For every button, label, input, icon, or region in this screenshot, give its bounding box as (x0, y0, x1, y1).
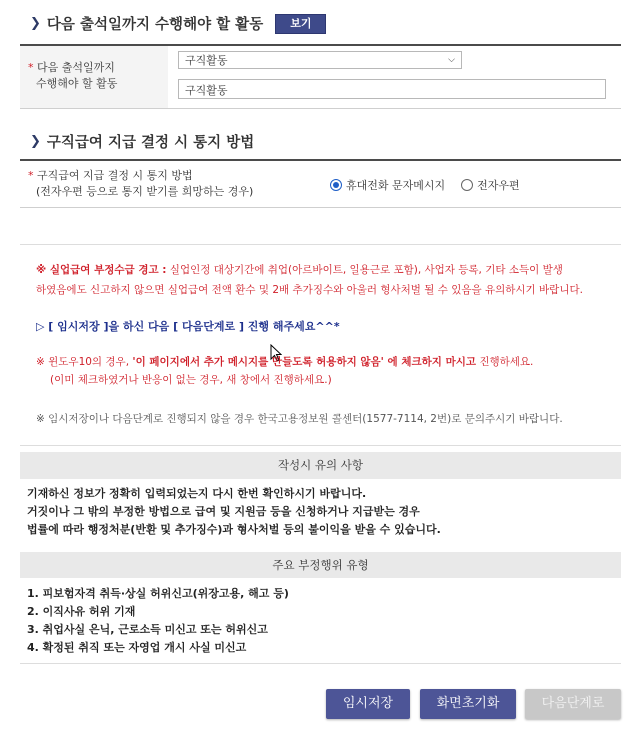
activity-form-row (20, 44, 621, 109)
caution-line: 거짓이나 그 밖의 부정한 방법으로 급여 및 지원금 등을 신청하거나 지급받는 경우 (27, 505, 420, 518)
fraud-type-item: 1. 피보험자격 취득·상실 허위신고(위장고용, 해고 등) (27, 587, 289, 600)
windows10-notice-post: 진행하세요. (476, 356, 534, 368)
notify-form-row (20, 159, 621, 208)
activity-select-value: 구직활동 (185, 54, 228, 67)
section1-heading (30, 13, 326, 34)
fraud-divider (20, 663, 621, 664)
notice-divider (20, 244, 621, 245)
notify-radio-group (330, 177, 520, 193)
fraud-warning (36, 260, 626, 300)
chevron-right-icon: ❯ (30, 16, 41, 31)
temp-save-button[interactable]: 임시저장 (326, 689, 410, 719)
section2-heading (30, 131, 254, 152)
required-mark: * (28, 61, 34, 74)
fraud-types-header: 주요 부정행위 유형 (20, 552, 621, 578)
callcenter-notice: ※ 임시저장이나 다음단계로 진행되지 않을 경우 한국고용정보원 콜센터(1577-7114, 2번)로 문의주시기 바랍니다. (36, 413, 563, 425)
fraud-warning-body2: 하였음에도 신고하지 않으면 실업급여 전액 환수 및 2배 추가징수와 아울러 형사처벌 될 수 있음을 유의하시기 바랍니다. (36, 284, 583, 296)
fraud-warning-body1: 실업인정 대상기간에 취업(아르바이트, 일용근로 포함), 사업자 등록, 기타 소득이 발생 (166, 264, 563, 276)
activity-label-cell (20, 46, 168, 108)
radio-sms-label[interactable]: 휴대전화 문자메시지 (346, 179, 446, 192)
activity-input[interactable]: 구직활동 (178, 79, 606, 99)
view-button[interactable]: 보기 (275, 14, 326, 34)
instruction-text: ▷ [ 임시저장 ]을 하신 다음 [ 다음단계로 ] 진행 해주세요^^* (36, 320, 340, 333)
caution-list (27, 485, 441, 539)
caution-divider (20, 445, 621, 446)
section1-title: 다음 출석일까지 수행해야 할 활동 (46, 17, 264, 33)
activity-select[interactable] (178, 51, 462, 69)
notify-label-line1: 구직급여 지급 결정 시 통지 방법 (37, 169, 193, 182)
radio-email-label[interactable]: 전자우편 (477, 179, 520, 192)
activity-label-line1: 다음 출석일까지 (37, 61, 115, 74)
required-mark: * (28, 169, 34, 182)
radio-email[interactable] (461, 179, 473, 191)
windows10-notice (36, 353, 626, 389)
caution-line: 기재하신 정보가 정확히 입력되었는지 다시 한번 확인하시기 바랍니다. (27, 487, 367, 500)
fraud-warning-head: ※ 실업급여 부정수급 경고 : (36, 264, 167, 276)
notify-label-line2: (전자우편 등으로 통지 받기를 희망하는 경우) (36, 185, 254, 198)
windows10-notice-line2: (이미 체크하였거나 반응이 없는 경우, 새 창에서 진행하세요.) (50, 374, 332, 386)
section2-title: 구직급여 지급 결정 시 통지 방법 (46, 135, 255, 151)
chevron-down-icon: ⌵ (448, 55, 455, 65)
caution-line: 법률에 따라 행정처분(반환 및 추가징수)과 형사처벌 등의 불이익을 받을 수 있습니다. (27, 523, 441, 536)
windows10-notice-bold: '이 페이지에서 추가 메시지를 만들도록 허용하지 않음' 에 체크하지 마시고 (132, 356, 476, 368)
fraud-types-list (27, 585, 289, 657)
fraud-type-item: 3. 취업사실 은닉, 근로소득 미신고 또는 허위신고 (27, 623, 268, 636)
fraud-type-item: 4. 확정된 취직 또는 자영업 개시 사실 미신고 (27, 641, 247, 654)
reset-button[interactable]: 화면초기화 (420, 689, 516, 719)
notify-label-cell (20, 161, 320, 207)
windows10-notice-pre: ※ 윈도우10의 경우, (36, 356, 133, 368)
activity-label-line2: 수행해야 할 활동 (36, 77, 118, 90)
radio-sms[interactable] (330, 179, 342, 191)
fraud-type-item: 2. 이직사유 허위 기재 (27, 605, 136, 618)
chevron-right-icon: ❯ (30, 134, 41, 149)
caution-header: 작성시 유의 사항 (20, 452, 621, 479)
next-step-button[interactable]: 다음단계로 (525, 689, 621, 719)
